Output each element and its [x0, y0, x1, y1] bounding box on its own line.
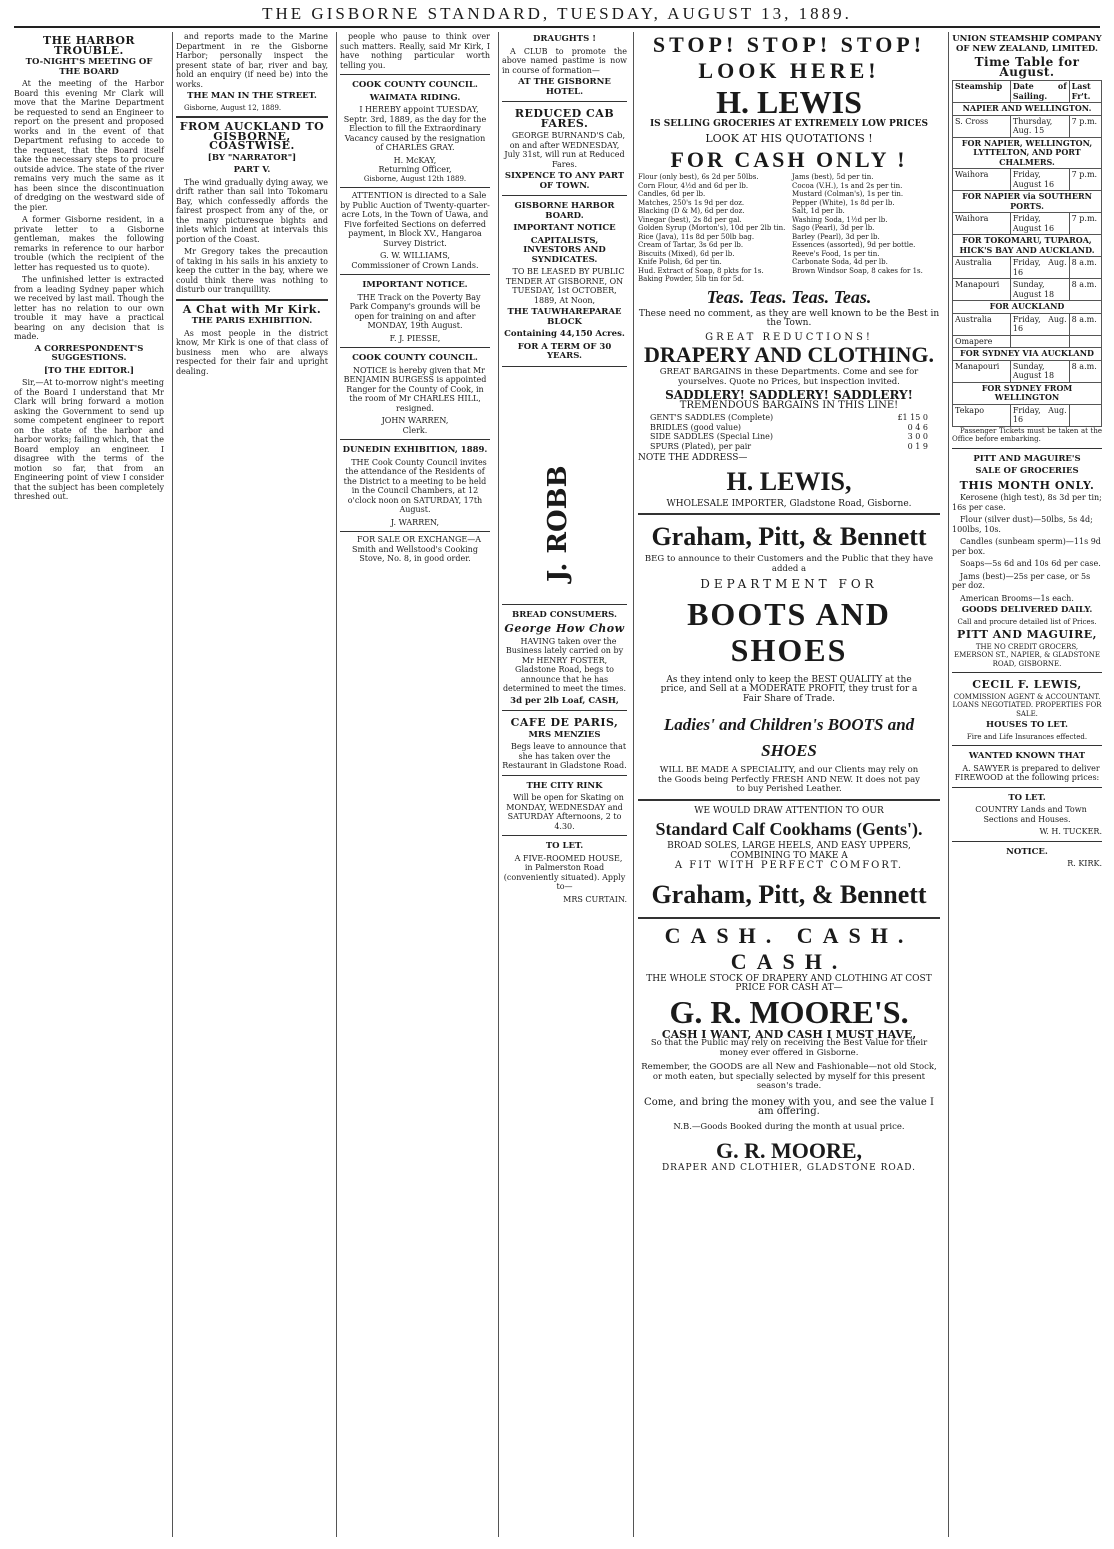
- table-row: [953, 335, 1102, 348]
- route-row: [953, 301, 1102, 314]
- ad-tucker: [952, 787, 1102, 837]
- table-cell: [1069, 404, 1101, 426]
- paragraph: THE Track on the Poverty Bay Park Company's grounds will be open for training on and after MONDAY, 19th August.: [349, 292, 481, 330]
- price-list-left: [638, 173, 786, 284]
- column-1: [14, 32, 173, 1537]
- paragraph: At the meeting of the Harbor Board this evening Mr Clark will move that the Marine Department be requested to send an Engineer to report on the present and proposed works and in the event of that Department refusing to accede to the request, that the Board itself take the necessary steps to procure outside advice. The state of the river remains very much the same as it has been since the discontinuation of dredging on the westward side of the pier.: [14, 79, 164, 212]
- table-header-row: [953, 81, 1102, 103]
- timetable-title: Time Table for August.: [974, 55, 1080, 79]
- ad-headline: CASH. CASH. CASH.: [664, 922, 914, 974]
- table-header-cell: Date of Sailing.: [1010, 81, 1069, 103]
- table-row: [953, 279, 1102, 301]
- ad-subtitle: IS SELLING GROCERIES AT EXTREMELY LOW PRICES: [649, 119, 929, 129]
- price-item: Reeve's Food, 1s per tin.: [792, 249, 880, 258]
- price-item: Corn Flour, 4½d and 6d per lb.: [638, 181, 749, 190]
- table-cell: [1069, 335, 1101, 348]
- paragraph: NOTICE is hereby given that Mr BENJAMIN BURGESS is appointed Ranger for the County of Cook, in the room of Mr CHARLES HILL, resigned.: [343, 365, 487, 413]
- ad-cecil-lewis: [952, 672, 1102, 741]
- merchant-name: G. R. MOORE'S.: [669, 993, 909, 1030]
- route-destination: NAPIER AND WELLINGTON.: [953, 103, 1102, 116]
- ad-important-notice: [340, 274, 490, 343]
- paragraph: WILL BE MADE A SPECIALITY, and our Clients may rely on the Goods being Perfectly FRESH AND NEW. It does not pay to buy Perished Leather.: [658, 765, 920, 794]
- acreage: Containing 44,150 Acres.: [504, 329, 625, 339]
- ad-title: REDUCED CAB FARES.: [514, 107, 615, 130]
- paragraph: So that the Public may rely on receiving the Best Value for their money ever offered in Gisborne.: [650, 1038, 928, 1058]
- paragraph: GEORGE BURNAND'S Cab, on and after WEDNESDAY, July 31st, will run at Reduced Fares.: [504, 131, 626, 169]
- merchant-name: H. LEWIS: [716, 84, 862, 120]
- table-header-cell: Steamship: [953, 81, 1011, 103]
- vertical-banner: J. ROBB: [543, 464, 573, 582]
- ad-subtitle: MRS MENZIES: [528, 729, 601, 740]
- table-cell: S. Cross: [953, 115, 1011, 137]
- ad-headline: FOR CASH ONLY !: [670, 147, 908, 172]
- ad-subtitle: CASH I WANT, AND CASH I MUST HAVE,: [661, 1027, 917, 1041]
- paragraph: Come, and bring the money with you, and see the value I am offering.: [644, 1096, 934, 1117]
- table-cell: 8 a.m.: [1069, 279, 1101, 301]
- ad-subtitle: AT THE GISBORNE HOTEL.: [518, 77, 611, 97]
- ad-title: DRAUGHTS !: [533, 34, 596, 44]
- ad-dunedin: [340, 439, 490, 527]
- part-label: PART V.: [233, 165, 271, 175]
- signature: W. H. TUCKER.: [1039, 827, 1102, 836]
- ad-title: PITT AND MAGUIRE'S: [973, 453, 1081, 464]
- ad-title: COOK COUNTY COUNCIL.: [352, 353, 478, 363]
- ad-headline: George How Chow: [504, 622, 625, 635]
- ad-subtitle: COMBINING TO MAKE A: [730, 850, 848, 861]
- route-row: [953, 137, 1102, 169]
- saddlery-price: 0 1 9: [907, 441, 928, 451]
- route-row: [953, 235, 1102, 257]
- paragraph: Mr Gregory takes the precaution of taking in his sails in his anxiety to keep the cutter in the bay, where we could think there was nothing to disturb our tranquillity.: [176, 247, 328, 294]
- paragraph: HAVING taken over the Business lately carried on by Mr HENRY FOSTER, Gladstone Road, begs to announce that he has determined to meet the times.: [502, 636, 627, 693]
- ad-subtitle: SIXPENCE TO ANY PART OF TOWN.: [504, 171, 625, 191]
- signature: R. KIRK.: [1067, 859, 1102, 868]
- paragraph: A CLUB to promote the above named pastime is now in course of formation—: [502, 46, 627, 75]
- ad-bread: [502, 604, 627, 707]
- table-cell: Omapere: [953, 335, 1011, 348]
- price-item: Golden Syrup (Morton's), 10d per 2lb tin.: [638, 224, 786, 232]
- ad-title: DUNEDIN EXHIBITION, 1889.: [342, 445, 488, 455]
- table-cell: 8 a.m.: [1069, 313, 1101, 335]
- price-item: Hud. Extract of Soap, 8 pkts for 1s.: [638, 266, 764, 275]
- paragraph: ATTENTION is directed to a Sale by Public Auction of Twenty-quarter-acre Lots, in the Town of Uawa, and Five forfeited Sections on deferred payment, in Block XV., Hangaroa Survey District.: [340, 191, 490, 248]
- divider: [176, 299, 328, 301]
- price-item: Knife Polish, 6d per tin.: [638, 258, 722, 266]
- saddlery-row: [650, 413, 928, 423]
- divider: [638, 799, 940, 801]
- ad-subtitle: GOODS DELIVERED DAILY.: [961, 605, 1093, 615]
- table-cell: Manapouri: [953, 279, 1011, 301]
- table-cell: 8 a.m.: [1069, 360, 1101, 382]
- table-header-cell: Last Fr't.: [1069, 81, 1101, 103]
- price-list-right: [792, 173, 940, 284]
- ad-title: GISBORNE HARBOR BOARD.: [514, 201, 615, 221]
- price-item: Biscuits (Mixed), 6d per lb.: [638, 249, 735, 258]
- role: Returning Officer,: [378, 165, 452, 174]
- price-item: Cocoa (V.H.), 1s and 2s per tin.: [792, 181, 903, 190]
- price-item: Salt, 1d per lb.: [792, 207, 845, 215]
- saddlery-price: £1 15 0: [897, 413, 928, 422]
- price-item: Candles, 6d per lb.: [638, 190, 706, 198]
- masthead: THE GISBORNE STANDARD, TUESDAY, AUGUST 13, 1889.: [14, 4, 1100, 28]
- signature: THE MAN IN THE STREET.: [187, 91, 317, 101]
- paragraph: These need no comment, as they are well known to be the Best in the Town.: [638, 308, 940, 328]
- paragraph: TO BE LEASED BY PUBLIC TENDER AT GISBORNE, ON TUESDAY, 1st OCTOBER, 1889, At Noon,: [505, 267, 625, 305]
- table-cell: Tekapo: [953, 404, 1011, 426]
- route-row: [953, 348, 1102, 361]
- ad-title: BREAD CONSUMERS.: [512, 609, 617, 620]
- saddlery-row: [650, 442, 928, 452]
- table-cell: Friday, August 16: [1010, 169, 1069, 191]
- price-item: Carbonate Soda, 4d per lb.: [792, 258, 888, 266]
- ad-subtitle: WE WOULD DRAW ATTENTION TO OUR: [694, 805, 884, 816]
- table-row: [953, 257, 1102, 279]
- route-destination: FOR TOKOMARU, TUPAROA, HICK'S BAY AND AUCKLAND.: [953, 235, 1102, 257]
- signature: H. McKAY,: [393, 155, 437, 165]
- byline: [BY "NARRATOR"]: [207, 152, 297, 163]
- ad-subtitle: WAIMATA RIDING.: [369, 92, 461, 103]
- paragraph: The wind gradually dying away, we drift rather than sail into Tokomaru Bay, which confessedly affords the fairest prospect from any of the, or the many picturesque bights and inlets which indent at intervals this portion of the Coast.: [176, 177, 328, 244]
- paragraph: people who pause to think over such matters. Really, said Mr Kirk, I have nothing particular worth telling you.: [340, 32, 490, 70]
- table-cell: Waihora: [953, 169, 1011, 191]
- signature: MRS CURTAIN.: [563, 894, 627, 904]
- role: Commissioner of Crown Lands.: [351, 260, 479, 270]
- signature: F. J. PIESSE,: [389, 333, 441, 343]
- article-title: FROM AUCKLAND TO GISBORNE, COASTWISE.: [179, 120, 325, 152]
- ad-subtitle: DEPARTMENT FOR: [700, 577, 878, 591]
- price-item: Flour (silver dust)—50lbs, 5s 4d; 100lbs, 10s.: [952, 515, 1093, 534]
- article-title: THE HARBOR TROUBLE.: [42, 34, 136, 57]
- route-destination: FOR AUCKLAND: [953, 301, 1102, 314]
- table-cell: Manapouri: [953, 360, 1011, 382]
- divider: [638, 917, 940, 919]
- ad-subtitle: A FIT WITH PERFECT COMFORT.: [674, 860, 904, 871]
- price: 3d per 2lb Loaf, CASH,: [510, 695, 619, 706]
- ad-robb-vertical: [502, 366, 627, 600]
- paragraph: FOR SALE OR EXCHANGE—A Smith and Wellstood's Cooking Stove, No. 8, in good order.: [352, 535, 482, 563]
- price-item: Kerosene (high test), 8s 3d per tin; 16s per case.: [952, 493, 1102, 512]
- paragraph: Will be open for Skating on MONDAY, WEDNESDAY and SATURDAY Afternoons, 2 to 4.30.: [506, 793, 624, 831]
- table-row: [953, 313, 1102, 335]
- price-list: [952, 493, 1102, 603]
- price-list: [638, 173, 940, 284]
- price-item: Cream of Tartar, 3s 6d per lb.: [638, 241, 744, 249]
- ad-title: THE CITY RINK: [526, 780, 603, 791]
- ad-headline: THIS MONTH ONLY.: [959, 478, 1095, 492]
- ad-cook-council: [340, 74, 490, 183]
- price-item: Mustard (Colman's), 1s per tin.: [792, 190, 904, 198]
- to-editor: [TO THE EDITOR.]: [43, 365, 135, 376]
- table-cell: Thursday, Aug. 15: [1010, 115, 1069, 137]
- table-row: [953, 360, 1102, 382]
- route-row: [953, 191, 1102, 213]
- merchant-name: G. R. MOORE,: [715, 1138, 863, 1163]
- ad-title: CAFE DE PARIS,: [510, 716, 619, 729]
- ad-title: TO LET.: [545, 841, 584, 851]
- column-5: [638, 32, 949, 1537]
- price-item: Brown Windsor Soap, 8 cakes for 1s.: [792, 266, 923, 275]
- ad-headline: BOOTS AND SHOES: [687, 595, 891, 668]
- route-destination: FOR NAPIER, WELLINGTON, LYTTELTON, AND PORT CHALMERS.: [953, 137, 1102, 169]
- merchant-name: Graham, Pitt, & Bennett: [651, 522, 927, 551]
- route-row: [953, 103, 1102, 116]
- ad-headline: SADDLERY! SADDLERY! SADDLERY!: [665, 388, 913, 402]
- signature: J. WARREN,: [390, 517, 440, 527]
- saddlery-item: SPURS (Plated), per pair: [650, 441, 752, 451]
- ad-subtitle: HOUSES TO LET.: [986, 720, 1068, 730]
- role: Clerk.: [402, 425, 428, 435]
- note: Fire and Life Insurances effected.: [966, 732, 1088, 741]
- saddlery-row: [650, 432, 928, 442]
- table-cell: Friday, Aug. 16: [1010, 313, 1069, 335]
- merchant-name: PITT AND MAGUIRE,: [957, 628, 1097, 641]
- saddlery-item: SIDE SADDLES (Special Line): [650, 432, 773, 441]
- address: DRAPER AND CLOTHIER, GLADSTONE ROAD.: [661, 1163, 917, 1173]
- saddlery-row: [650, 423, 928, 433]
- ad-subtitle: SALE OF GROCERIES: [975, 466, 1079, 476]
- ad-title: TO LET.: [1008, 792, 1046, 803]
- table-cell: Sunday, August 18: [1010, 360, 1069, 382]
- price-item: Sago (Pearl), 3d per lb.: [792, 224, 875, 232]
- price-item: Pepper (White), 1s 8d per lb.: [792, 198, 895, 207]
- table-cell: Australia: [953, 313, 1011, 335]
- paragraph: A. SAWYER is prepared to deliver FIREWOOD at the following prices:: [954, 763, 1100, 782]
- price-item: Washing Soda, 1½d per lb.: [792, 215, 888, 224]
- column-6: [952, 32, 1102, 1537]
- table-cell: Sunday, August 18: [1010, 279, 1069, 301]
- paragraph: and reports made to the Marine Department in re the Gisborne Harbor; personally inspect the present state of bar, river and bay, hold an enquiry (if need be) into the works.: [176, 32, 328, 89]
- route-row: [953, 382, 1102, 404]
- ad-title: IMPORTANT NOTICE.: [362, 280, 468, 290]
- table-cell: Friday, August 16: [1010, 213, 1069, 235]
- ad-title: COOK COUNTY COUNCIL.: [352, 80, 478, 90]
- table-cell: 7 p.m.: [1069, 169, 1101, 191]
- paragraph: BEG to announce to their Customers and the Public that they have added a: [644, 554, 934, 574]
- table-cell: Waihora: [953, 213, 1011, 235]
- ad-subtitle: IMPORTANT NOTICE: [513, 223, 616, 233]
- ad-subtitle: THE NO CREDIT GROCERS,: [975, 642, 1079, 651]
- divider: [638, 513, 940, 515]
- route-destination: FOR NAPIER via SOUTHERN PORTS.: [953, 191, 1102, 213]
- saddlery-price: 3 0 0: [907, 432, 928, 441]
- paragraph: Remember, the GOODS are all New and Fashionable—not old Stock, or moth eaten, but specially selected by myself for this present season's trade.: [641, 1062, 937, 1091]
- ad-for-sale: [340, 531, 490, 564]
- paragraph: COUNTRY Lands and Town Sections and Houses.: [975, 805, 1087, 824]
- merchant-name: CECIL F. LEWIS,: [972, 678, 1082, 691]
- ad-headline: STOP! STOP! STOP!: [652, 32, 926, 57]
- ad-headline: Teas. Teas. Teas. Teas.: [706, 286, 872, 307]
- table-cell: Australia: [953, 257, 1011, 279]
- note: Call and procure detailed list of Prices.: [957, 617, 1097, 626]
- dateline: Gisborne, August 12, 1889.: [184, 103, 282, 112]
- ad-headline: LOOK HERE!: [698, 58, 880, 83]
- table-body: [953, 103, 1102, 427]
- table-cell: 7 p.m.: [1069, 115, 1101, 137]
- ad-sawyer: [952, 745, 1102, 783]
- saddlery-item: BRIDLES (good value): [650, 422, 742, 432]
- paragraph: As most people in the district know, Mr Kirk is one of that class of business men who are always respected for their fair and upright dealing.: [176, 328, 328, 376]
- price-item: Baking Powder, 5lb tin for 5d.: [638, 275, 745, 283]
- ad-headline: Ladies' and Children's BOOTS and SHOES: [663, 715, 915, 760]
- company-name: UNION STEAMSHIP COMPANY OF NEW ZEALAND, LIMITED.: [952, 34, 1102, 54]
- price-item: Candles (sunbeam sperm)—11s 9d per box.: [952, 537, 1101, 556]
- merchant-name: H. LEWIS,: [726, 466, 852, 496]
- ad-subtitle: CAPITALISTS, INVESTORS AND SYNDICATES.: [523, 235, 606, 265]
- paragraph: Passenger Tickets must be taken at the Office before embarking.: [952, 426, 1102, 443]
- column-3: [340, 32, 499, 1537]
- saddlery-price: 0 4 6: [907, 422, 928, 432]
- ad-kirk-notice: [952, 841, 1102, 869]
- table-cell: Friday, Aug. 16: [1010, 257, 1069, 279]
- saddlery-item: GENT'S SADDLES (Complete): [650, 413, 774, 422]
- note: N.B.—Goods Booked during the month at usual price.: [673, 1121, 905, 1132]
- price-item: American Brooms—1s each.: [960, 593, 1074, 603]
- price-item: Matches, 250's 1s 9d per doz.: [638, 198, 745, 207]
- price-item: Barley (Pearl), 3d per lb.: [792, 232, 880, 241]
- price-item: Flour (only best), 6s 2d per 50lbs.: [638, 173, 759, 181]
- price-item: Rice (Java), 11s 8d per 50lb bag.: [638, 232, 755, 241]
- signature: G. W. WILLIAMS,: [380, 251, 450, 260]
- term: FOR A TERM OF 30 YEARS.: [517, 341, 612, 361]
- ad-crown-lands: [340, 187, 490, 270]
- ad-subtitle: TREMENDOUS BARGAINS IN THIS LINE!: [679, 399, 899, 411]
- article-subtitle: THE PARIS EXHIBITION.: [191, 316, 313, 326]
- column-2: [176, 32, 337, 1537]
- table-cell: 7 p.m.: [1069, 213, 1101, 235]
- ad-headline: DRAPERY AND CLOTHING.: [644, 342, 934, 367]
- route-destination: FOR SYDNEY VIA AUCKLAND: [953, 348, 1102, 361]
- paragraph: GREAT BARGAINS in these Departments. Come and see for yourselves. Quote no Prices, but inspection invited.: [659, 367, 919, 387]
- price-item: Essences (assorted), 9d per bottle.: [792, 241, 916, 249]
- table-row: [953, 169, 1102, 191]
- merchant-name: Graham, Pitt, & Bennett: [651, 879, 927, 909]
- table-row: [953, 115, 1102, 137]
- paragraph: I HEREBY appoint TUESDAY, Septr. 3rd, 1889, as the day for the Election to fill the Extraordinary Vacancy caused by the resignation of CHARLES GRAY.: [343, 105, 487, 152]
- ad-cafe: [502, 710, 627, 771]
- address: EMERSON ST., NAPIER, & GLADSTONE ROAD, GISBORNE.: [954, 651, 1100, 668]
- ad-subtitle: COMMISSION AGENT & ACCOUNTANT.: [953, 692, 1101, 701]
- ad-rink: [502, 775, 627, 832]
- paragraph: THE Cook County Council invites the attendance of the Residents of the District to a meeting to be held in the Council Chambers, at 12 o'clock noon on SATURDAY, 17th August.: [343, 457, 487, 514]
- ad-pitt-maguire: [952, 448, 1102, 669]
- ad-subtitle: LOANS NEGOTIATED. PROPERTIES FOR SALE.: [952, 701, 1102, 718]
- paragraph: The unfinished letter is extracted from a leading Sydney paper which we received by last mail. Though the letter has no relation to our own trouble it may have a practical bearing on any decision that is made.: [14, 275, 164, 341]
- table-row: [953, 213, 1102, 235]
- price-item: Soaps—5s 6d and 10s 6d per case.: [960, 559, 1101, 568]
- table-cell: [1010, 335, 1069, 348]
- ad-subtitle: THE WHOLE STOCK OF DRAPERY AND CLOTHING AT COST PRICE FOR CASH AT—: [646, 973, 932, 993]
- article-title: A Chat with Mr Kirk.: [182, 302, 322, 316]
- article-subtitle: TO-NIGHT'S MEETING OF THE BOARD: [25, 57, 153, 77]
- paragraph: Begs leave to announce that she has taken over the Restaurant in Gladstone Road.: [502, 742, 627, 770]
- timetable: [952, 80, 1102, 427]
- dateline: Gisborne, August 12th 1889.: [363, 174, 467, 183]
- column-4: [502, 32, 634, 1537]
- table-cell: 8 a.m.: [1069, 257, 1101, 279]
- address: WHOLESALE IMPORTER, Gladstone Road, Gisborne.: [666, 498, 912, 509]
- ad-subtitle: LOOK AT HIS QUOTATIONS !: [705, 131, 873, 145]
- ad-subtitle: GREAT REDUCTIONS!: [705, 331, 873, 343]
- ad-cab-fares: [502, 101, 627, 191]
- paragraph: Sir,—At to-morrow night's meeting of the Board I understand that Mr Clark will bring forward a motion asking the Government to send up some competent engineer to report on the state of the harbor and harbor works; failing which, that the Board employ an engineer. I disagree with the terms of the motion so far, that from an Engineering point of view I consider that the subject has been completely threshed out.: [14, 378, 164, 501]
- price-item: Vinegar (best), 2s 8d per gal.: [638, 215, 742, 224]
- ad-subtitle: BROAD SOLES, LARGE HEELS, AND EASY UPPERS,: [667, 841, 911, 851]
- section-title: A CORRESPONDENT'S SUGGESTIONS.: [34, 343, 144, 363]
- note: NOTE THE ADDRESS—: [638, 453, 748, 463]
- saddlery-list: [650, 413, 928, 451]
- divider: [176, 116, 328, 118]
- price-item: Jams (best)—25s per case, or 5s per doz.: [952, 571, 1091, 590]
- ad-headline: Standard Calf Cookhams (Gents').: [655, 819, 923, 839]
- ad-harbor-lease: [502, 195, 627, 362]
- block-name: THE TAUWHAREPARAE BLOCK: [507, 307, 622, 327]
- paragraph: A former Gisborne resident, in a private letter to a Gisborne gentleman, makes the following remarks in reference to our harbor trouble (which the recipient of the letter has requested us to quote).: [14, 215, 164, 272]
- table-cell: Friday, Aug. 16: [1010, 404, 1069, 426]
- price-item: Jams (best), 5d per tin.: [792, 173, 874, 181]
- ad-title: WANTED KNOWN THAT: [968, 751, 1086, 761]
- table-row: [953, 404, 1102, 426]
- ad-cook-council-2: [340, 347, 490, 435]
- ad-title: NOTICE.: [1006, 846, 1048, 857]
- signature: JOHN WARREN,: [381, 416, 449, 425]
- paragraph: As they intend only to keep the BEST QUALITY at the price, and Sell at a MODERATE PROFIT, they trust for a Fair Share of Trade.: [660, 674, 918, 704]
- route-destination: FOR SYDNEY FROM WELLINGTON: [953, 382, 1102, 404]
- price-item: Blacking (D & M), 6d per doz.: [638, 207, 745, 215]
- ad-to-let: [502, 835, 627, 904]
- paragraph: A FIVE-ROOMED HOUSE, in Palmerston Road (conveniently situated). Apply to—: [503, 853, 626, 891]
